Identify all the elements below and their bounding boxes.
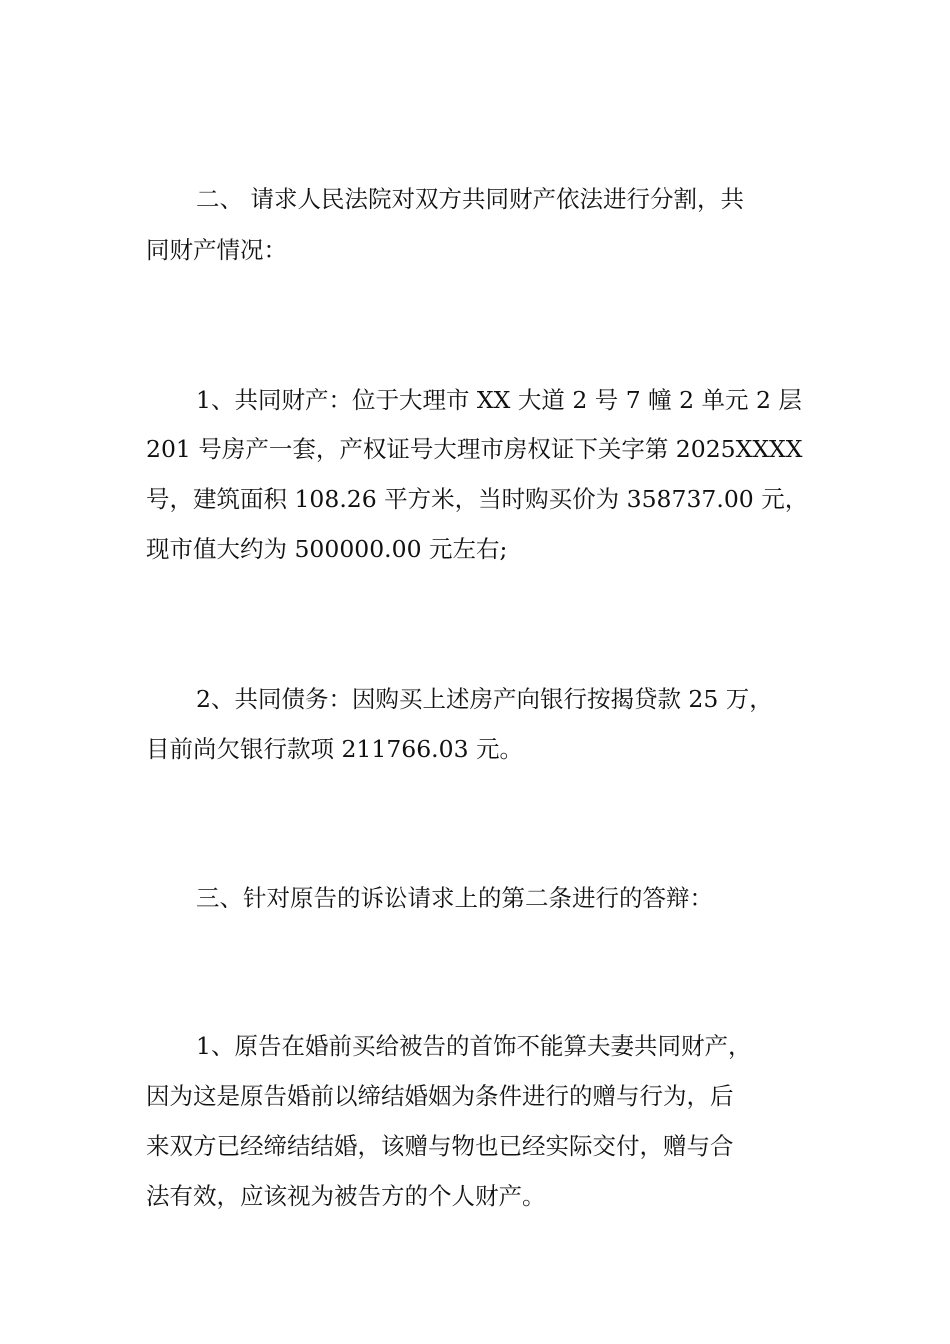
common-debt-line-2: 目前尚欠银行款项 211766.03 元。 [146,735,524,763]
jewelry-line-3: 来双方已经缔结结婚，该赠与物也已经实际交付，赠与合 [146,1132,734,1160]
common-property-line-1: 1、共同财产：位于大理市 XX 大道 2 号 7 幢 2 单元 2 层 [196,386,802,414]
common-property-line-2: 201 号房产一套，产权证号大理市房权证下关字第 2025XXXX [146,435,803,463]
common-property-line-3: 号，建筑面积 108.26 平方米，当时购买价为 358737.00 元， [146,485,809,513]
section-3-line-1: 三、针对原告的诉讼请求上的第二条进行的答辩： [196,884,713,912]
section-2-line-2: 同财产情况： [146,236,287,264]
section-2-line-1: 二、 请求人民法院对双方共同财产依法进行分割，共 [196,185,744,213]
jewelry-line-2: 因为这是原告婚前以缔结婚姻为条件进行的赠与行为，后 [146,1082,734,1110]
jewelry-line-1: 1、原告在婚前买给被告的首饰不能算夫妻共同财产， [196,1032,752,1060]
common-debt-line-1: 2、共同债务：因购买上述房产向银行按揭贷款 25 万， [196,685,773,713]
jewelry-line-4: 法有效，应该视为被告方的个人财产。 [146,1182,546,1210]
common-property-line-4: 现市值大约为 500000.00 元左右; [146,535,508,563]
